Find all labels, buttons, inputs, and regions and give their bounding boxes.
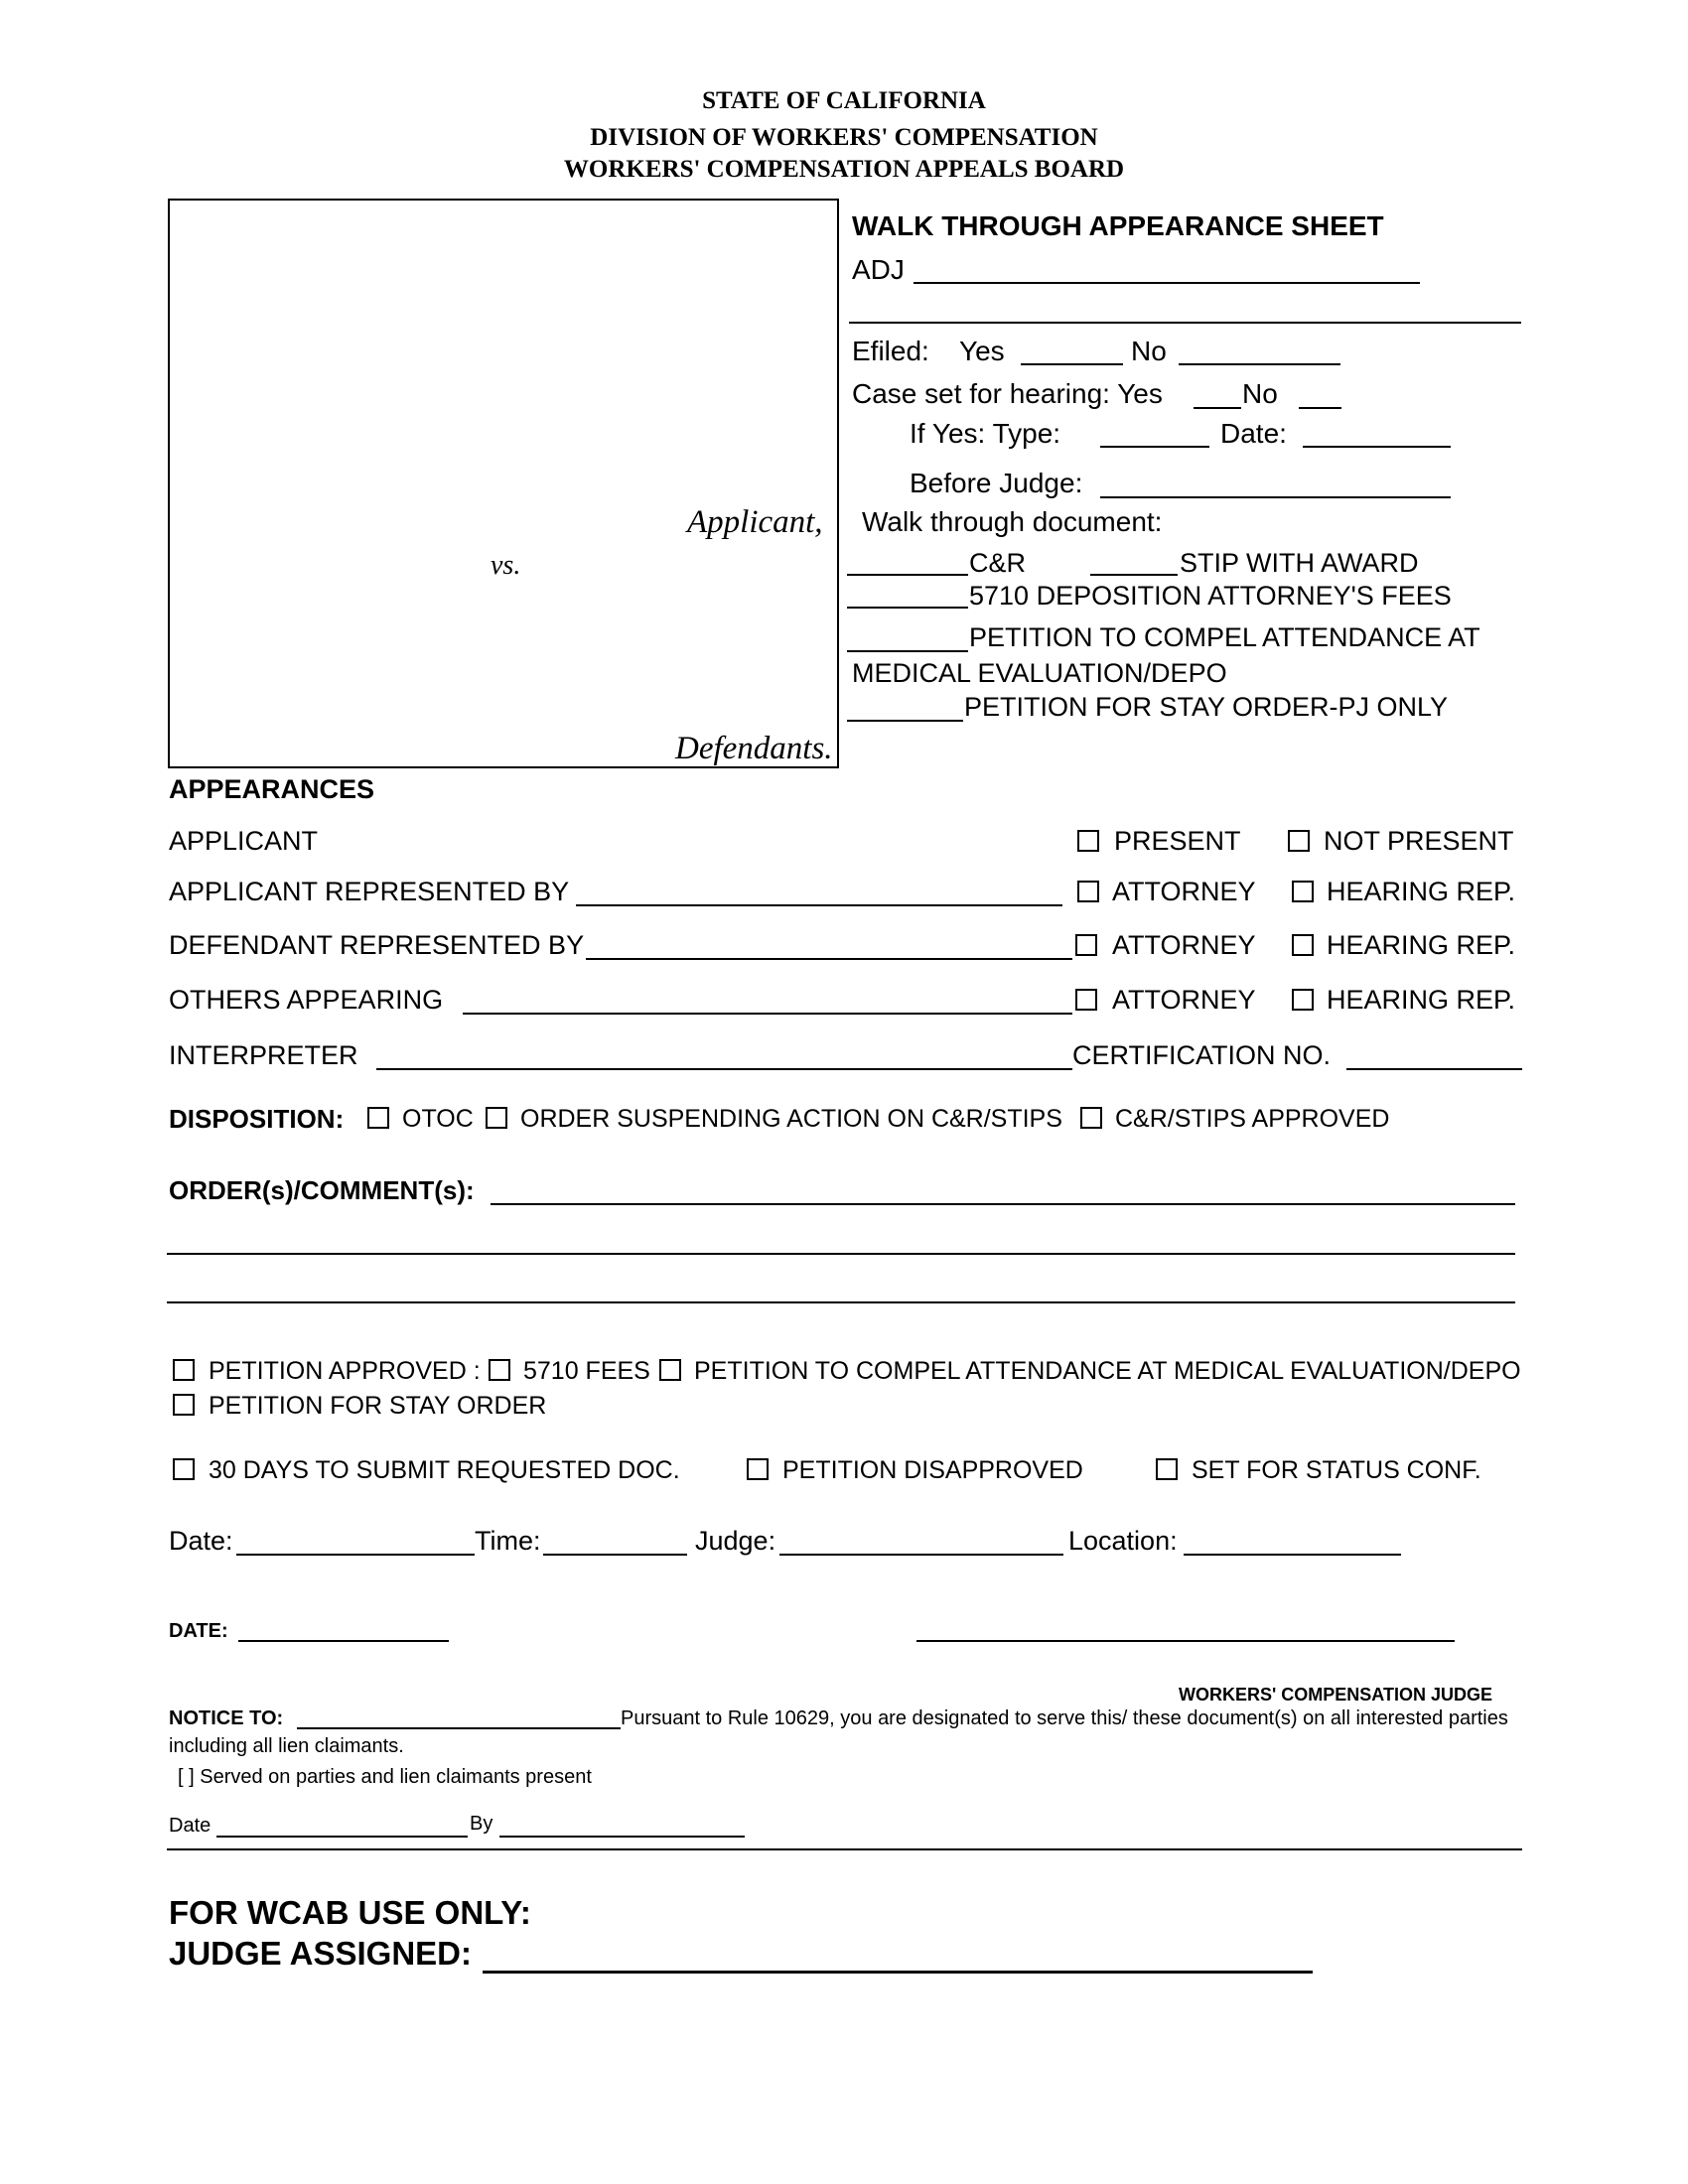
defendant-represented-field[interactable] [586,958,1072,960]
fees-5710-checkbox[interactable] [489,1359,510,1381]
deposition-fees-field[interactable] [847,607,968,609]
status-conf-label: SET FOR STATUS CONF. [1192,1456,1481,1484]
defendant-hearing-rep-label: HEARING REP. [1327,930,1516,960]
case-set-no-field[interactable] [1299,407,1341,409]
applicant-represented-label: APPLICANT REPRESENTED BY [169,877,570,906]
petition-stay-label: PETITION FOR STAY ORDER-PJ ONLY [964,692,1449,722]
order-suspending-checkbox[interactable] [486,1107,507,1129]
applicant-attorney-label: ATTORNEY [1112,877,1256,906]
efiled-no-field[interactable] [1179,363,1340,365]
schedule-location-field[interactable] [1184,1554,1401,1556]
schedule-judge-field[interactable] [779,1554,1063,1556]
others-hearing-rep-label: HEARING REP. [1327,985,1516,1015]
case-set-label: Case set for hearing: Yes [852,378,1163,409]
disposition-label: DISPOSITION: [169,1104,345,1134]
others-appearing-label: OTHERS APPEARING [169,985,444,1015]
schedule-judge-label: Judge: [695,1526,776,1556]
defendant-attorney-label: ATTORNEY [1112,930,1256,960]
applicant-hearing-rep-checkbox[interactable] [1292,881,1314,902]
certification-label: CERTIFICATION NO. [1072,1040,1332,1070]
applicant-label: APPLICANT [169,826,319,856]
applicant-hearing-rep-label: HEARING REP. [1327,877,1516,906]
petition-approved-checkbox[interactable] [173,1359,195,1381]
served-by-field[interactable] [499,1836,745,1838]
service-date-field[interactable] [216,1836,468,1838]
not-present-label: NOT PRESENT [1324,826,1514,856]
present-checkbox[interactable] [1077,830,1099,852]
applicant-represented-field[interactable] [576,904,1062,906]
petition-compel-medical-label: PETITION TO COMPEL ATTENDANCE AT MEDICAL EVALUATION/DEPO [694,1357,1521,1385]
schedule-time-field[interactable] [543,1554,687,1556]
orders-comments-line-1[interactable] [491,1203,1515,1205]
judge-signature-line[interactable] [916,1640,1455,1642]
sheet-title: WALK THROUGH APPEARANCE SHEET [852,210,1384,241]
efiled-yes-field[interactable] [1021,363,1123,365]
signature-date-field[interactable] [238,1640,449,1642]
not-present-checkbox[interactable] [1288,830,1310,852]
certification-field[interactable] [1346,1068,1522,1070]
petition-stay-order-checkbox[interactable] [173,1394,195,1416]
stip-award-field[interactable] [1090,574,1178,576]
efiled-no-label: No [1131,336,1167,366]
petition-disapproved-checkbox[interactable] [747,1458,769,1480]
hearing-date-field[interactable] [1303,446,1451,448]
others-attorney-label: ATTORNEY [1112,985,1256,1015]
before-judge-field[interactable] [1100,496,1451,498]
efiled-label: Efiled: [852,336,929,366]
header-division: DIVISION OF WORKERS' COMPENSATION [590,124,1098,151]
order-suspending-label: ORDER SUSPENDING ACTION ON C&R/STIPS [520,1105,1062,1133]
applicant-caption: Applicant, [687,504,823,540]
interpreter-label: INTERPRETER [169,1040,358,1070]
wcj-label: WORKERS' COMPENSATION JUDGE [1179,1685,1492,1705]
vs-caption: vs. [491,550,521,581]
service-date-label: Date [169,1815,211,1837]
served-on-parties: [ ] Served on parties and lien claimants present [178,1766,592,1788]
petition-compel-medical-checkbox[interactable] [659,1359,681,1381]
others-appearing-field[interactable] [463,1013,1072,1015]
otoc-label: OTOC [402,1105,474,1133]
cr-label: C&R [969,548,1027,578]
case-set-no-label: No [1242,378,1278,409]
walk-through-document-label: Walk through document: [862,506,1163,537]
before-judge-label: Before Judge: [910,468,1083,498]
judge-assigned-label: JUDGE ASSIGNED: [169,1935,472,1972]
schedule-date-label: Date: [169,1526,233,1556]
schedule-time-label: Time: [475,1526,541,1556]
case-set-yes-field[interactable] [1194,407,1241,409]
stips-approved-label: C&R/STIPS APPROVED [1115,1105,1390,1133]
panel-divider [849,322,1521,324]
deposition-fees-label: 5710 DEPOSITION ATTORNEY'S FEES [969,581,1452,611]
fees-5710-label: 5710 FEES [523,1357,650,1385]
rule-text: Pursuant to Rule 10629, you are designated to serve this/ these document(s) on all interested parties [621,1707,1508,1729]
case-caption-box [168,199,839,768]
orders-comments-label: ORDER(s)/COMMENT(s): [169,1175,475,1205]
adj-field[interactable] [914,282,1420,284]
judge-assigned-field[interactable] [483,1971,1313,1974]
schedule-date-field[interactable] [236,1554,475,1556]
petition-compel-field[interactable] [847,650,968,652]
signature-date-label: DATE: [169,1620,228,1642]
served-by-label: By [470,1813,493,1835]
petition-disapproved-label: PETITION DISAPPROVED [782,1456,1083,1484]
status-conf-checkbox[interactable] [1156,1458,1178,1480]
if-yes-type-label: If Yes: Type: [910,418,1061,449]
including-lien-claimants: including all lien claimants. [169,1735,404,1757]
medical-eval-label: MEDICAL EVALUATION/DEPO [852,658,1227,688]
present-label: PRESENT [1114,826,1241,856]
cr-field[interactable] [847,574,968,576]
adj-label: ADJ [852,254,905,285]
orders-comments-line-2[interactable] [167,1253,1515,1255]
petition-approved-label: PETITION APPROVED : [209,1357,481,1385]
appearances-heading: APPEARANCES [169,774,375,804]
interpreter-field[interactable] [376,1068,1072,1070]
others-hearing-rep-checkbox[interactable] [1292,989,1314,1011]
applicant-attorney-checkbox[interactable] [1077,881,1099,902]
petition-compel-label: PETITION TO COMPEL ATTENDANCE AT [969,622,1480,652]
petition-stay-field[interactable] [847,720,963,722]
schedule-location-label: Location: [1068,1526,1178,1556]
thirty-days-checkbox[interactable] [173,1458,195,1480]
otoc-checkbox[interactable] [367,1107,389,1129]
header-board: WORKERS' COMPENSATION APPEALS BOARD [563,156,1125,183]
defendant-hearing-rep-checkbox[interactable] [1292,934,1314,956]
hearing-type-field[interactable] [1100,446,1209,448]
notice-to-field[interactable] [297,1727,621,1729]
wcab-use-only-label: FOR WCAB USE ONLY: [169,1894,531,1931]
defendants-caption: Defendants. [675,731,833,766]
notice-to-label: NOTICE TO: [169,1707,284,1729]
header-state: STATE OF CALIFORNIA [702,87,986,114]
hearing-date-label: Date: [1220,418,1287,449]
defendant-attorney-checkbox[interactable] [1075,934,1097,956]
efiled-yes-label: Yes [959,336,1005,366]
others-attorney-checkbox[interactable] [1075,989,1097,1011]
orders-comments-line-3[interactable] [167,1301,1515,1303]
defendant-represented-label: DEFENDANT REPRESENTED BY [169,930,585,960]
section-divider [167,1848,1522,1850]
stip-award-label: STIP WITH AWARD [1180,548,1419,578]
stips-approved-checkbox[interactable] [1080,1107,1102,1129]
thirty-days-label: 30 DAYS TO SUBMIT REQUESTED DOC. [209,1456,680,1484]
petition-stay-order-label: PETITION FOR STAY ORDER [209,1392,547,1420]
